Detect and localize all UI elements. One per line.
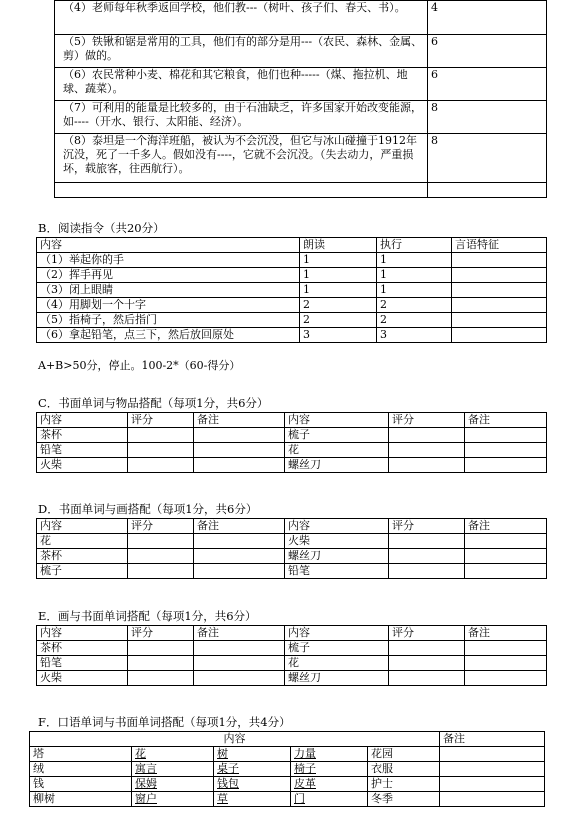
item-word: 茶杯 <box>37 641 128 656</box>
word-cell: 窗户 <box>132 792 214 807</box>
table-row <box>55 183 547 198</box>
table-row <box>55 68 547 101</box>
section-b-note: A+B>50分，停止。100-2*（60-得分） <box>38 359 241 372</box>
col-header-content: 内容 <box>37 626 128 641</box>
table-row <box>37 253 547 268</box>
col-header-content: 内容 <box>37 413 128 428</box>
table-row <box>37 283 547 298</box>
item-note <box>194 428 285 443</box>
item-score <box>389 564 465 579</box>
question-text: （7）可利用的能量是比较多的，由于石油缺乏，许多国家开始改变能源，如----（开水、银行、太阳能、经济）。 <box>55 101 428 134</box>
item-score <box>128 671 194 686</box>
col-header-content: 内容 <box>285 519 389 534</box>
instruction: （3）闭上眼睛 <box>37 283 300 298</box>
col-header-content: 内容 <box>285 626 389 641</box>
section-b-table <box>36 237 547 343</box>
item-note <box>194 641 285 656</box>
col-header-score: 评分 <box>389 413 465 428</box>
section-f-table <box>29 731 545 807</box>
item-note <box>465 671 547 686</box>
item-note <box>194 656 285 671</box>
col-header-note: 备注 <box>465 413 547 428</box>
col-header-exec: 执行 <box>377 238 452 253</box>
col-header-note: 备注 <box>440 732 545 747</box>
item-score <box>389 671 465 686</box>
item-word: 火柴 <box>37 458 128 473</box>
item-score <box>128 443 194 458</box>
word-cell: 塔 <box>30 747 132 762</box>
section-d-table <box>36 518 547 579</box>
word-cell: 衣服 <box>368 762 440 777</box>
table-row <box>37 549 547 564</box>
item-word: 铅笔 <box>37 656 128 671</box>
item-word: 铅笔 <box>37 443 128 458</box>
item-word: 火柴 <box>285 534 389 549</box>
word-cell: 花 <box>132 747 214 762</box>
col-header-content: 内容 <box>37 238 300 253</box>
item-note <box>194 534 285 549</box>
item-score <box>389 641 465 656</box>
word-cell: 门 <box>291 792 368 807</box>
item-note <box>465 534 547 549</box>
table-row <box>55 134 547 183</box>
instruction: （6）拿起铅笔，点三下，然后放回原处 <box>37 328 300 343</box>
word-cell: 力量 <box>291 747 368 762</box>
item-word: 茶杯 <box>37 428 128 443</box>
table-row <box>37 313 547 328</box>
col-header-content: 内容 <box>285 413 389 428</box>
col-header-score: 评分 <box>128 626 194 641</box>
read-score: 3 <box>300 328 377 343</box>
col-header-read: 朗读 <box>300 238 377 253</box>
question-score: 4 <box>428 1 547 35</box>
table-header-row <box>37 238 547 253</box>
item-score <box>389 428 465 443</box>
col-header-score: 评分 <box>389 626 465 641</box>
read-score: 1 <box>300 283 377 298</box>
col-header-note: 备注 <box>194 519 285 534</box>
question-score <box>428 183 547 198</box>
item-note <box>194 549 285 564</box>
note-cell <box>440 777 545 792</box>
item-note <box>465 656 547 671</box>
table-row <box>55 1 547 35</box>
section-c-table <box>36 412 547 473</box>
table-row <box>37 298 547 313</box>
question-text <box>55 183 428 198</box>
col-header-content: 内容 <box>30 732 440 747</box>
table-a <box>54 0 547 198</box>
item-word: 花 <box>37 534 128 549</box>
item-note <box>465 641 547 656</box>
read-score: 2 <box>300 298 377 313</box>
exec-score: 2 <box>377 313 452 328</box>
word-cell: 钱包 <box>214 777 291 792</box>
table-row <box>37 328 547 343</box>
word-cell: 皮革 <box>291 777 368 792</box>
item-score <box>128 656 194 671</box>
item-word: 螺丝刀 <box>285 549 389 564</box>
item-note <box>465 428 547 443</box>
read-score: 1 <box>300 268 377 283</box>
word-cell: 绒 <box>30 762 132 777</box>
item-word: 螺丝刀 <box>285 458 389 473</box>
feature <box>452 298 547 313</box>
item-word: 火柴 <box>37 671 128 686</box>
table-header-row <box>30 732 545 747</box>
exec-score: 1 <box>377 253 452 268</box>
instruction: （5）指椅子，然后指门 <box>37 313 300 328</box>
word-cell: 钱 <box>30 777 132 792</box>
item-note <box>194 458 285 473</box>
col-header-note: 备注 <box>194 413 285 428</box>
word-cell: 椅子 <box>291 762 368 777</box>
exec-score: 1 <box>377 283 452 298</box>
section-e-title: E．画与书面单词搭配（每项1分，共6分） <box>38 609 257 623</box>
item-note <box>465 549 547 564</box>
question-text: （5）铁锹和锯是常用的工具，他们有的部分是用---（农民、森林、金属、剪）做的。 <box>55 35 428 68</box>
read-score: 1 <box>300 253 377 268</box>
word-cell: 桌子 <box>214 762 291 777</box>
table-row <box>37 443 547 458</box>
col-header-note: 备注 <box>465 626 547 641</box>
item-note <box>465 458 547 473</box>
item-note <box>194 671 285 686</box>
note-cell <box>440 792 545 807</box>
item-note <box>465 443 547 458</box>
item-score <box>128 428 194 443</box>
item-word: 花 <box>285 656 389 671</box>
table-header-row <box>37 626 547 641</box>
item-score <box>389 656 465 671</box>
feature <box>452 268 547 283</box>
table-row <box>55 101 547 134</box>
table-row <box>30 777 545 792</box>
col-header-score: 评分 <box>128 519 194 534</box>
instruction: （2）挥手再见 <box>37 268 300 283</box>
note-cell <box>440 762 545 777</box>
item-score <box>389 443 465 458</box>
section-d-title: D．书面单词与画搭配（每项1分，共6分） <box>38 502 258 516</box>
word-cell: 花园 <box>368 747 440 762</box>
item-note <box>194 443 285 458</box>
instruction: （1）举起你的手 <box>37 253 300 268</box>
note-cell <box>440 747 545 762</box>
table-row <box>37 641 547 656</box>
read-score: 2 <box>300 313 377 328</box>
word-cell: 保姆 <box>132 777 214 792</box>
question-score: 6 <box>428 68 547 101</box>
col-header-score: 评分 <box>389 519 465 534</box>
section-c-title: C．书面单词与物品搭配（每项1分，共6分） <box>38 396 269 410</box>
item-word: 螺丝刀 <box>285 671 389 686</box>
item-word: 梳子 <box>37 564 128 579</box>
table-row <box>37 428 547 443</box>
section-e-table <box>36 625 547 686</box>
word-cell: 树 <box>214 747 291 762</box>
word-cell: 寓言 <box>132 762 214 777</box>
item-score <box>128 641 194 656</box>
table-row <box>30 762 545 777</box>
col-header-score: 评分 <box>128 413 194 428</box>
exec-score: 3 <box>377 328 452 343</box>
item-score <box>128 564 194 579</box>
table-row <box>37 458 547 473</box>
word-cell: 草 <box>214 792 291 807</box>
item-score <box>389 549 465 564</box>
col-header-note: 备注 <box>465 519 547 534</box>
question-text: （6）农民常种小麦、棉花和其它粮食，他们也种-----（煤、拖拉机、地球、蔬菜）。 <box>55 68 428 101</box>
item-score <box>128 458 194 473</box>
instruction: （4）用脚划一个十字 <box>37 298 300 313</box>
question-score: 8 <box>428 101 547 134</box>
table-row <box>37 671 547 686</box>
table-row <box>30 747 545 762</box>
table-row <box>37 268 547 283</box>
col-header-feature: 言语特征 <box>452 238 547 253</box>
question-score: 6 <box>428 35 547 68</box>
table-row <box>37 534 547 549</box>
table-row <box>37 656 547 671</box>
item-score <box>128 549 194 564</box>
col-header-note: 备注 <box>194 626 285 641</box>
feature <box>452 313 547 328</box>
question-text: （4）老师每年秋季返回学校，他们教---（树叶、孩子们、春天、书）。 <box>55 1 428 35</box>
col-header-content: 内容 <box>37 519 128 534</box>
word-cell: 冬季 <box>368 792 440 807</box>
item-word: 梳子 <box>285 428 389 443</box>
feature <box>452 328 547 343</box>
table-row <box>37 564 547 579</box>
question-score: 8 <box>428 134 547 183</box>
item-note <box>465 564 547 579</box>
section-f-title: F．口语单词与书面单词搭配（每项1分，共4分） <box>38 715 291 729</box>
exec-score: 2 <box>377 298 452 313</box>
item-word: 茶杯 <box>37 549 128 564</box>
word-cell: 护士 <box>368 777 440 792</box>
table-row <box>30 792 545 807</box>
feature <box>452 283 547 298</box>
item-word: 梳子 <box>285 641 389 656</box>
section-b-title: B．阅读指令（共20分） <box>38 221 165 235</box>
feature <box>452 253 547 268</box>
item-score <box>389 458 465 473</box>
item-note <box>194 564 285 579</box>
word-cell: 柳树 <box>30 792 132 807</box>
item-score <box>128 534 194 549</box>
exec-score: 1 <box>377 268 452 283</box>
table-header-row <box>37 519 547 534</box>
table-header-row <box>37 413 547 428</box>
item-word: 铅笔 <box>285 564 389 579</box>
item-score <box>389 534 465 549</box>
item-word: 花 <box>285 443 389 458</box>
question-text: （8）泰坦是一个海洋班船，被认为不会沉没，但它与冰山碰撞于1912年沉没，死了一千多人。假如没有----，它就不会沉没。（失去动力，严重损坏，载旅客，往西航行）。 <box>55 134 428 183</box>
table-row <box>55 35 547 68</box>
